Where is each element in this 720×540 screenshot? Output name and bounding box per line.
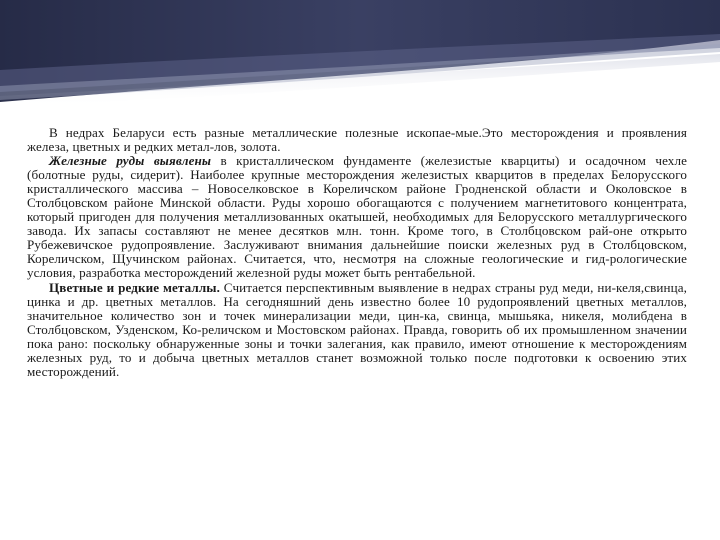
paragraph-iron-ores	[27, 154, 687, 280]
paragraph-intro: В недрах Беларуси есть разные металлические полезные ископае-мые.Это месторождения и проявления железа, цветных и редких метал-лов, золота.	[27, 125, 687, 155]
nonferrous-lead: Цветные и редкие металлы.	[49, 279, 220, 295]
iron-ores-lead: Железные руды выявлены	[49, 153, 212, 169]
body-text	[27, 126, 687, 379]
nonferrous-text: Считается перспективным выявление в недрах страны руд меди, ни-келя,свинца, цинка и др. цветных металлов. На сегодняшний день известно более 10 рудопроявлений цветных металлов, значительное количество зон и точек минерализации меди, цин-ка, свинца, мышьяка, никеля, молибдена в Столбцовском, Узденском, Ко-реличском и Мостовском районах. Правда, говорить об их промышленном значении пока рано: поскольку обнаруженные зоны и точки залегания, как правило, имеют отношение к месторождениям железных руд, то и добыча цветных металлов станет возможной только после подготовки к освоению этих месторождений.	[27, 279, 688, 379]
paragraph-nonferrous-metals	[27, 281, 687, 379]
header-banner	[0, 0, 720, 108]
iron-ores-text: в кристаллическом фундаменте (железистые кварциты) и осадочном чехле (болотные руды, сидерит). Наиболее крупные месторождения железистых кварцитов в пределах Белорусского кристаллического массива – Новоселковское в Кореличском районе Гродненской области и Околовское в Столбцовском районе Минской области. Руды хорошо обогащаются с получением магнетитового концентрата, который пригоден для получения металлизованных окатышей, необходимых для Белорусского металлургического завода. Их запасы составляют не менее десятков млн. тонн. Кроме того, в Столбцовском рай-оне открыто Рубежевичское рудопроявление. Заслуживают внимания дальнейшие поиски железных руд в Столбцовском, Кореличском, Щучинском районах. Считается, что, несмотря на сложные геологические и гид-рологические условия, разработка месторождений железной руды может быть рентабельной.	[27, 153, 688, 281]
